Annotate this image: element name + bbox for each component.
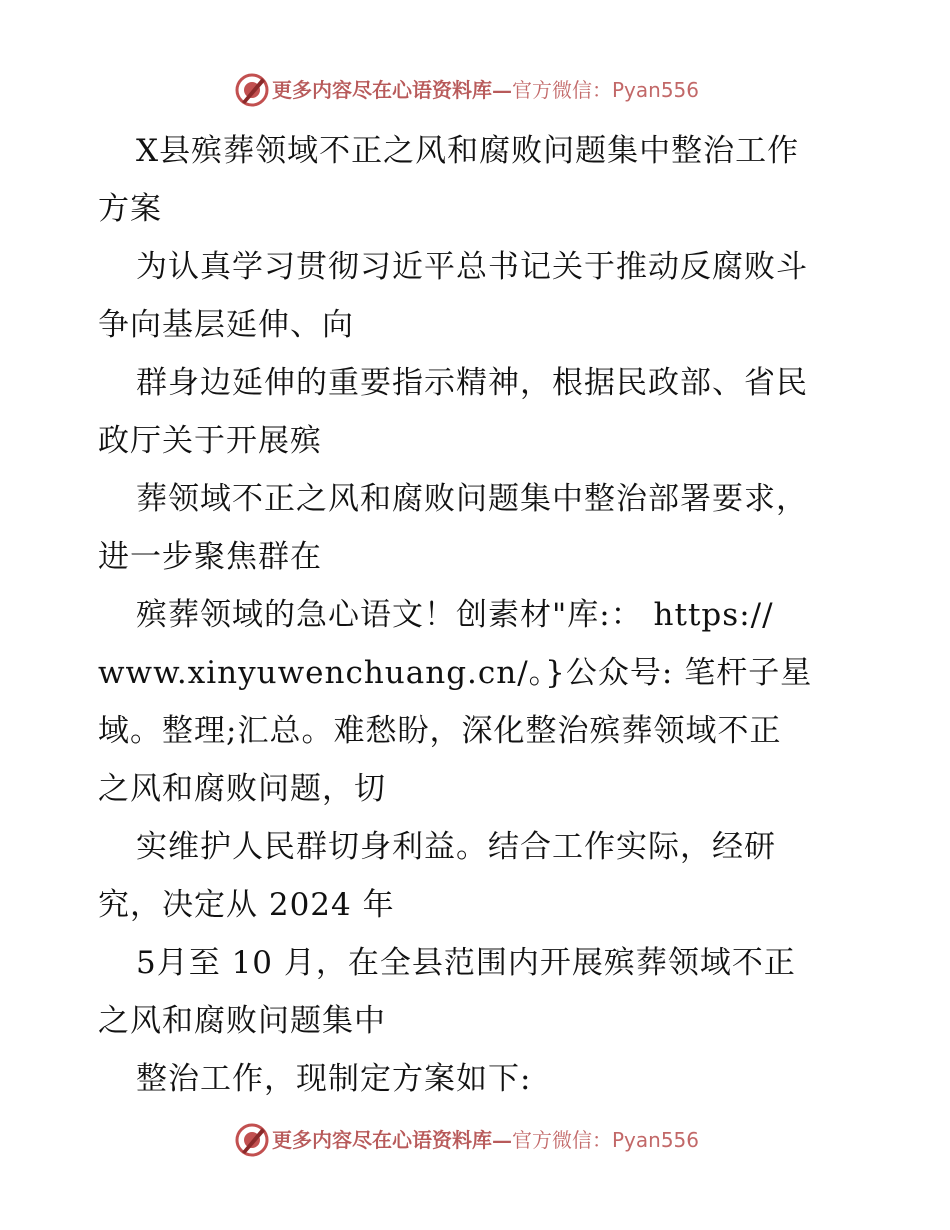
paragraph-line: 政厅关于开展殡 (98, 423, 322, 459)
paragraph-line: 殡葬领域的急心语文！创素材"库:： https:// (136, 597, 774, 633)
paragraph-line: 域。整理;汇总。难愁盼，深化整治殡葬领域不正 (98, 713, 782, 749)
paragraph-line: 争向基层延伸、向 (98, 307, 354, 343)
paragraph-line: 葬领域不正之风和腐败问题集中整治部署要求， (136, 481, 808, 517)
paragraph-line: www.xinyuwenchuang.cn/。}公众号: 笔杆子星 (98, 655, 813, 691)
document-body (98, 122, 858, 1108)
watermark-text: 更多内容尽在心语资料库—官方微信：Pyan556 (272, 78, 700, 102)
watermark-text: 更多内容尽在心语资料库—官方微信：Pyan556 (272, 1128, 700, 1152)
paragraph-line: 之风和腐败问题集中 (98, 1003, 386, 1039)
header-watermark (0, 70, 950, 110)
paragraph-line: 5月至 10 月，在全县范围内开展殡葬领域不正 (136, 945, 796, 981)
title-line-2: 方案 (98, 191, 162, 227)
paragraph-line: 群身边延伸的重要指示精神，根据民政部、省民 (136, 365, 808, 401)
paragraph-line: 之风和腐败问题，切 (98, 771, 386, 807)
pen-logo-icon (234, 1122, 270, 1158)
pen-logo-icon (234, 72, 270, 108)
paragraph-line: 为认真学习贯彻习近平总书记关于推动反腐败斗 (136, 249, 808, 285)
paragraph-line: 整治工作，现制定方案如下: (136, 1061, 532, 1097)
paragraph-line: 进一步聚焦群在 (98, 539, 322, 575)
title-line-1: X县殡葬领域不正之风和腐败问题集中整治工作 (136, 133, 800, 169)
paragraph-line: 实维护人民群切身利益。结合工作实际，经研 (136, 829, 776, 865)
footer-watermark (0, 1120, 950, 1160)
paragraph-line: 究，决定从 2024 年 (98, 887, 395, 923)
